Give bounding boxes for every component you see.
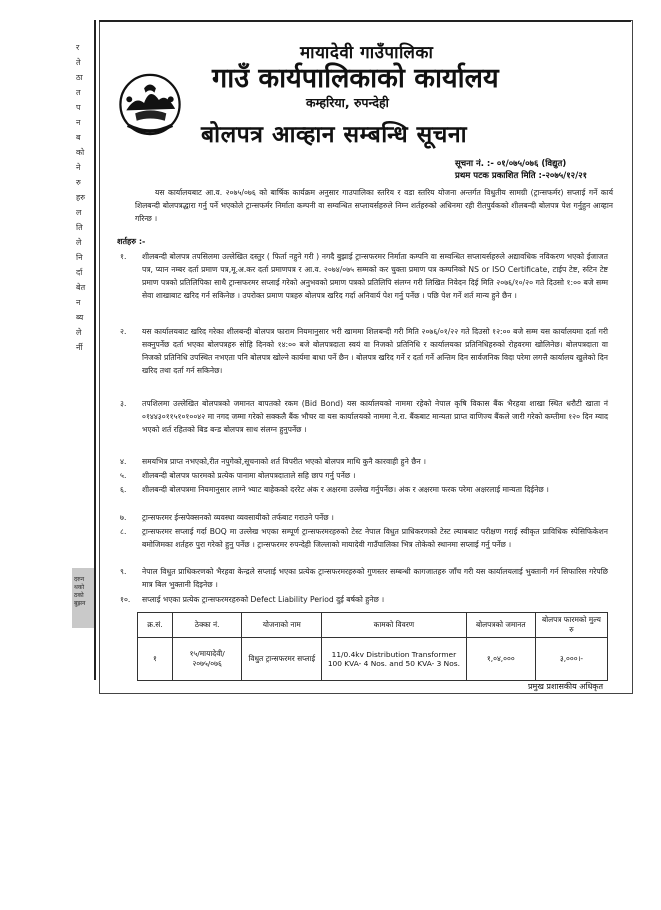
notice-number: सूचना नं. :- ०१/०७५/०७६ (विद्युत) <box>455 159 567 169</box>
table-row <box>138 638 608 681</box>
municipality-name: मायादेवी गाउँपालिका <box>300 43 434 63</box>
col-header-work-desc: कामको विवरण <box>322 613 467 638</box>
margin-fragment: त <box>76 88 81 97</box>
margin-fragment: ब <box>76 133 81 142</box>
scrap-fragment: बुझन <box>74 600 86 607</box>
margin-fragment: हरु <box>76 193 86 202</box>
notice-frame-top <box>99 20 631 22</box>
scrap-fragment: थको <box>74 584 84 591</box>
margin-fragment: ते <box>76 58 81 67</box>
office-location: कम्हरिया, रुपन्देही <box>306 95 389 110</box>
margin-fragment: प <box>76 103 81 112</box>
margin-fragment: न <box>76 118 81 127</box>
margin-fragment: र्नी <box>76 343 83 352</box>
intro-paragraph: यस कार्यालयबाट आ.व. २०७५/०७६ को बार्षिक कार्यक्रम अनुसार गाउपालिका स्तरिय र वडा स्तरिय योजना अन्तर्गत विधुतीय सामग्री (ट्रान्सफर्मर) सप्लाई गर्ने कार्य शिलबन्दी बोलपत्रद्धारा गर्नु पर्ने भएकोले ट्रान्सफर्मर निर्माता कम्पनी वा सम्वन्धित सप्लायर्सहरुले निम्न शर्तहरुको अधिनमा रही रीतपुर्वकको शीलबन्दी बोलपत्र पेश गर्नुहुन आव्हान गरिन्छ । <box>135 188 613 223</box>
signature-title: प्रमुख प्रशासकीय अधिकृत <box>528 682 604 691</box>
margin-fragment: ति <box>76 223 83 232</box>
margin-fragment: ब्य <box>76 313 84 322</box>
margin-fragments <box>76 40 94 355</box>
scrap-fragment: ठको <box>74 592 84 599</box>
margin-fragment: र्दा <box>76 268 83 277</box>
paper-scrap-text <box>74 576 94 608</box>
col-header-form-price: बोलपत्र फारमको मुल्य रु <box>535 613 607 638</box>
col-header-sn: क्र.सं. <box>138 613 173 638</box>
margin-fragment: ल <box>76 208 82 217</box>
cell-contract-no: १५/मायादेवी/२०७५/०७६ <box>172 638 241 681</box>
scrap-fragment: दरुन <box>74 576 85 583</box>
notice-title: बोलपत्र आव्हान सम्बन्धि सूचना <box>201 122 468 148</box>
cell-bid-bond: १,०४,००० <box>466 638 535 681</box>
cell-form-price: ३,०००।- <box>535 638 607 681</box>
publish-date: प्रथम पटक प्रकाशित मिति :-२०७५/१२/२१ <box>455 171 588 181</box>
office-name: गाउँ कार्यपालिकाको कार्यालय <box>212 63 499 94</box>
margin-fragment: ने <box>76 163 81 172</box>
col-header-bid-bond: बोलपत्रको जमानत <box>466 613 535 638</box>
margin-fragment: रु <box>76 178 81 187</box>
margin-fragment: ठा <box>76 73 83 82</box>
cell-project: विधुत ट्रान्सफरमर सप्लाई <box>242 638 322 681</box>
margin-fragment: बेत <box>76 283 86 292</box>
nepal-emblem-icon <box>113 66 187 140</box>
margin-fragment: ले <box>76 238 82 247</box>
cell-work-desc: 11/0.4kv Distribution Transformer 100 KVA- 4 Nos. and 50 KVA- 3 Nos. <box>322 638 467 681</box>
scan-edge-line <box>94 20 96 680</box>
table-header-row <box>138 613 608 638</box>
margin-fragment: र <box>76 43 80 52</box>
col-header-project: योजनाको नाम <box>242 613 322 638</box>
margin-fragment: न <box>76 298 81 307</box>
margin-fragment: को <box>76 148 85 157</box>
margin-fragment: ले <box>76 328 82 337</box>
margin-fragment: नि <box>76 253 83 262</box>
col-header-contract-no: ठेक्का नं. <box>172 613 241 638</box>
cell-sn: १ <box>138 638 173 681</box>
conditions-heading: शर्तहरु :- <box>117 237 146 246</box>
tender-table <box>137 612 608 681</box>
